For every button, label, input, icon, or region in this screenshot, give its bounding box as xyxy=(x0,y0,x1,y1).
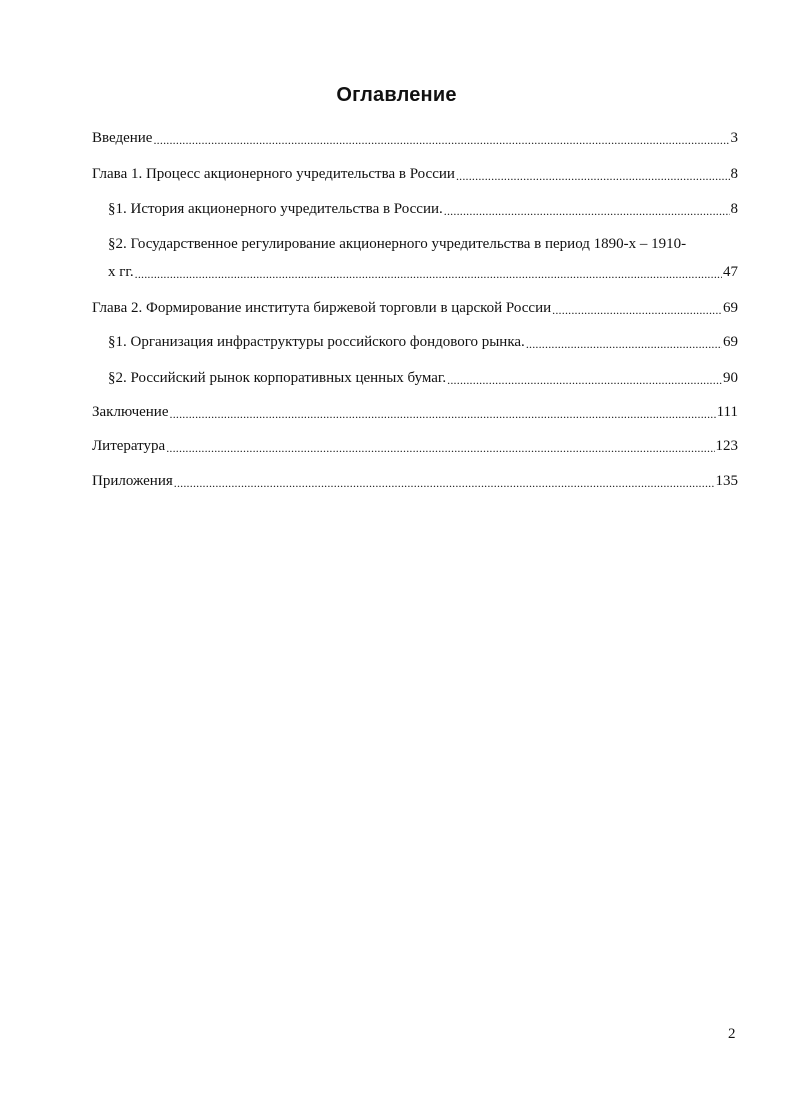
toc-entry-page: 8 xyxy=(730,166,738,182)
toc-entry-text: Литература xyxy=(92,438,166,454)
dot-leader xyxy=(456,164,730,184)
toc-entry-literature[interactable] xyxy=(92,436,738,456)
toc-entry-chapter-2[interactable] xyxy=(92,298,738,318)
toc-entry-page: 8 xyxy=(730,201,738,217)
toc-entry-chapter-1-section-1[interactable] xyxy=(92,199,738,219)
dot-leader xyxy=(552,298,722,318)
dot-leader xyxy=(174,471,715,491)
dot-leader xyxy=(170,402,716,422)
dot-leader xyxy=(166,436,714,456)
toc-entry-page: 69 xyxy=(723,334,738,350)
toc-entry-chapter-2-section-2[interactable] xyxy=(92,368,738,388)
toc-title: Оглавление xyxy=(336,84,457,106)
page-number: 2 xyxy=(728,1026,736,1042)
toc-entry-chapter-2-section-1[interactable] xyxy=(92,332,738,352)
dot-leader xyxy=(153,128,729,148)
dot-leader xyxy=(447,368,722,388)
toc-entry-text-continued: х гг. xyxy=(108,264,134,280)
toc-entry-page: 90 xyxy=(723,370,738,386)
dot-leader xyxy=(444,199,730,219)
toc-entry-text: Глава 2. Формирование института биржевой торговли в царской России xyxy=(92,300,552,316)
toc-entry-appendices[interactable] xyxy=(92,471,738,491)
toc-entry-page: 123 xyxy=(715,438,738,454)
toc-entry-page: 135 xyxy=(715,473,738,489)
toc-entry-text: §2. Государственное регулирование акционерного учредительства в период 1890-х – 1910- xyxy=(108,236,687,252)
toc-entry-text: Заключение xyxy=(92,404,169,420)
toc-entry-text: Введение xyxy=(92,130,153,146)
toc-entry-text: §1. История акционерного учредительства в России. xyxy=(108,201,443,217)
toc-entry-text: Приложения xyxy=(92,473,173,489)
toc-entry-chapter-1-section-2-line-2[interactable] xyxy=(92,262,738,282)
dot-leader xyxy=(526,332,722,352)
toc-entry-chapter-1-section-2-line-1[interactable] xyxy=(92,234,738,254)
toc-entry-text: §2. Российский рынок корпоративных ценных бумаг. xyxy=(108,370,447,386)
toc-entry-page: 47 xyxy=(723,264,738,280)
toc-entry-conclusion[interactable] xyxy=(92,402,738,422)
dot-leader xyxy=(135,262,722,282)
toc-entry-text: Глава 1. Процесс акционерного учредительства в России xyxy=(92,166,455,182)
toc-entry-page: 3 xyxy=(730,130,738,146)
toc-entry-introduction[interactable] xyxy=(92,128,738,148)
toc-entry-chapter-1[interactable] xyxy=(92,164,738,184)
toc-entry-page: 111 xyxy=(716,404,738,420)
toc-entry-page: 69 xyxy=(723,300,738,316)
toc-entry-text: §1. Организация инфраструктуры российского фондового рынка. xyxy=(108,334,525,350)
